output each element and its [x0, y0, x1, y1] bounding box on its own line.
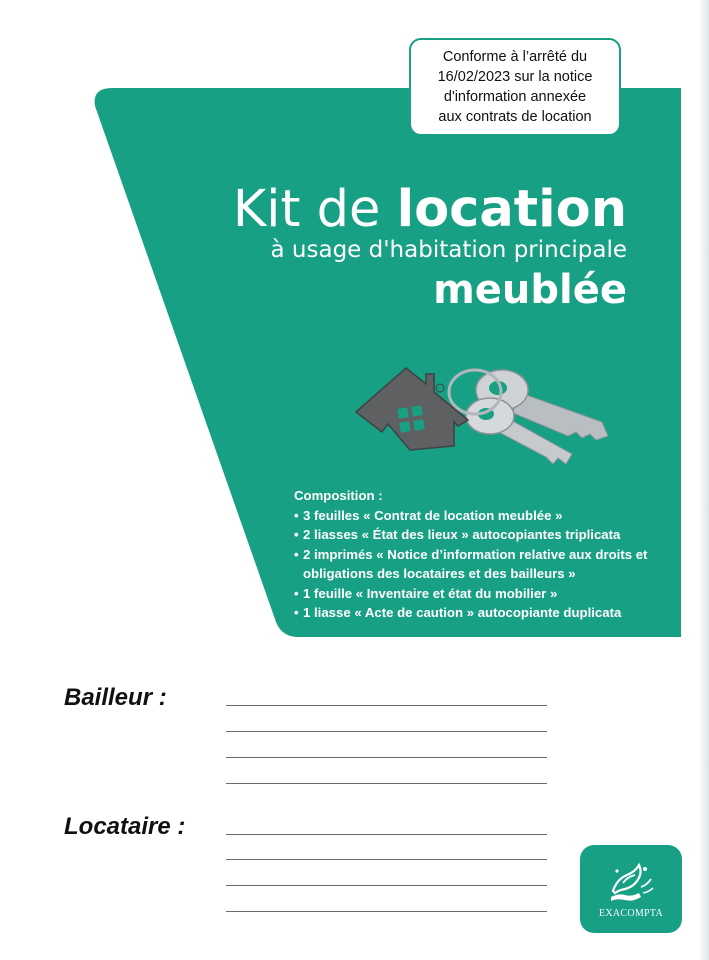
notice-line: Conforme à l’arrêté du [442, 49, 588, 65]
notice-line: aux contrats de location [438, 109, 592, 125]
bailleur-label: Bailleur : [64, 684, 167, 711]
composition-item: • 2 imprimés « Notice d’information relative aux droits et obligations des locataires et des bailleurs » [294, 545, 664, 584]
composition-items [294, 506, 664, 623]
exacompta-logo-icon [605, 857, 657, 905]
notice-line: d'information annexée [443, 89, 587, 105]
title-main-regular: Kit de [232, 180, 397, 239]
title-subtitle: à usage d'habitation principale [270, 237, 627, 263]
product-title [233, 180, 627, 314]
brand-name: EXACOMPTA [598, 908, 664, 919]
title-main-bold: location [396, 180, 627, 239]
compliance-notice-text [420, 47, 610, 127]
compliance-notice [409, 38, 621, 136]
notice-line: 16/02/2023 sur la notice [437, 69, 593, 85]
composition-item: • 3 feuilles « Contrat de location meublée » [294, 506, 664, 526]
locataire-line [226, 911, 547, 912]
key-icon [449, 370, 608, 464]
brand-logo [580, 845, 682, 933]
composition-heading: Composition : [294, 488, 383, 503]
composition-item: • 2 liasses « État des lieux » autocopiantes triplicata [294, 525, 664, 545]
keys-illustration [350, 340, 620, 470]
locataire-line [226, 859, 547, 860]
composition-item: • 1 feuille « Inventaire et état du mobilier » [294, 584, 664, 604]
title-main [233, 180, 627, 240]
locataire-line [226, 885, 547, 886]
bailleur-line [226, 731, 547, 732]
bailleur-line [226, 757, 547, 758]
title-furnished: meublée [433, 267, 627, 313]
bailleur-line [226, 783, 547, 784]
composition-list [294, 486, 664, 623]
composition-item: • 1 liasse « Acte de caution » autocopiante duplicata [294, 603, 664, 623]
bailleur-line [226, 705, 547, 706]
locataire-label: Locataire : [64, 813, 186, 840]
locataire-line [226, 834, 547, 835]
